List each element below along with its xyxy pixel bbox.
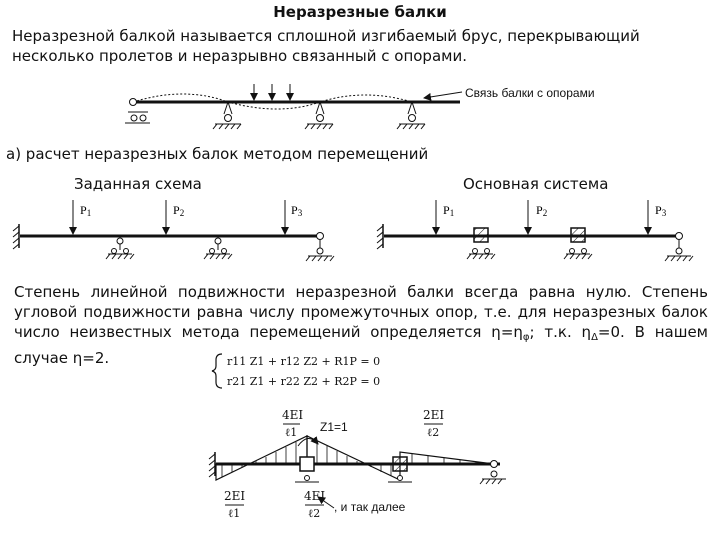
moment-value-bottom-mid: 4EI	[304, 489, 326, 503]
span-length-bottom-mid: ℓ2	[308, 507, 321, 520]
span-length-top-left: ℓ1	[285, 426, 298, 439]
continuous-beam-top	[125, 84, 462, 129]
page-title: Неразрезные балки	[273, 3, 447, 21]
equation-row-1: r11 Z1 + r12 Z2 + R1P = 0	[227, 355, 381, 368]
moment-value-top-right: 2EI	[423, 408, 445, 422]
given-scheme-label: Заданная схема	[74, 175, 202, 193]
and-so-on-label: , и так далее	[334, 500, 406, 514]
basic-system-label: Основная система	[463, 175, 609, 193]
span-length-bottom-left: ℓ1	[228, 507, 241, 520]
degree-text: Степень линейной подвижности неразрезной балки всегда равна нулю. Степень угловой подвижности равна числу промежуточных опор, т.е. для неразрезных балок число неизвестных метода перемещений определяется $\eta=\eta_\varphi$; т.к. $\eta_\Delta=0$. В нашем случае η=2.	[14, 283, 708, 367]
pin-support	[397, 102, 425, 129]
support-connection-label: Связь балки с опорами	[465, 86, 595, 100]
load-label: P2	[173, 203, 185, 218]
unit-rotation-label: Z1=1	[320, 420, 348, 434]
method-heading: а) расчет неразрезных балок методом перемещений	[6, 145, 429, 163]
load-label: P1	[80, 203, 92, 218]
moment-diagram	[209, 424, 506, 508]
pin-support	[213, 102, 241, 129]
equation-row-2: r21 Z1 + r22 Z2 + R2P = 0	[227, 375, 381, 388]
load-label: P2	[536, 203, 548, 218]
definition-text: Неразрезной балкой называется сплошной изгибаемый брус, перекрывающий несколько пролетов и неразрывно связанный с опорами.	[12, 27, 640, 65]
load-label: P3	[655, 203, 667, 218]
span-length-top-right: ℓ2	[427, 426, 440, 439]
basic-system-diagram	[377, 200, 693, 261]
load-label: P3	[291, 203, 303, 218]
pin-support	[305, 102, 333, 129]
moment-value-top-left: 4EI	[282, 408, 304, 422]
moment-value-bottom-left: 2EI	[224, 489, 246, 503]
load-label: P1	[443, 203, 455, 218]
